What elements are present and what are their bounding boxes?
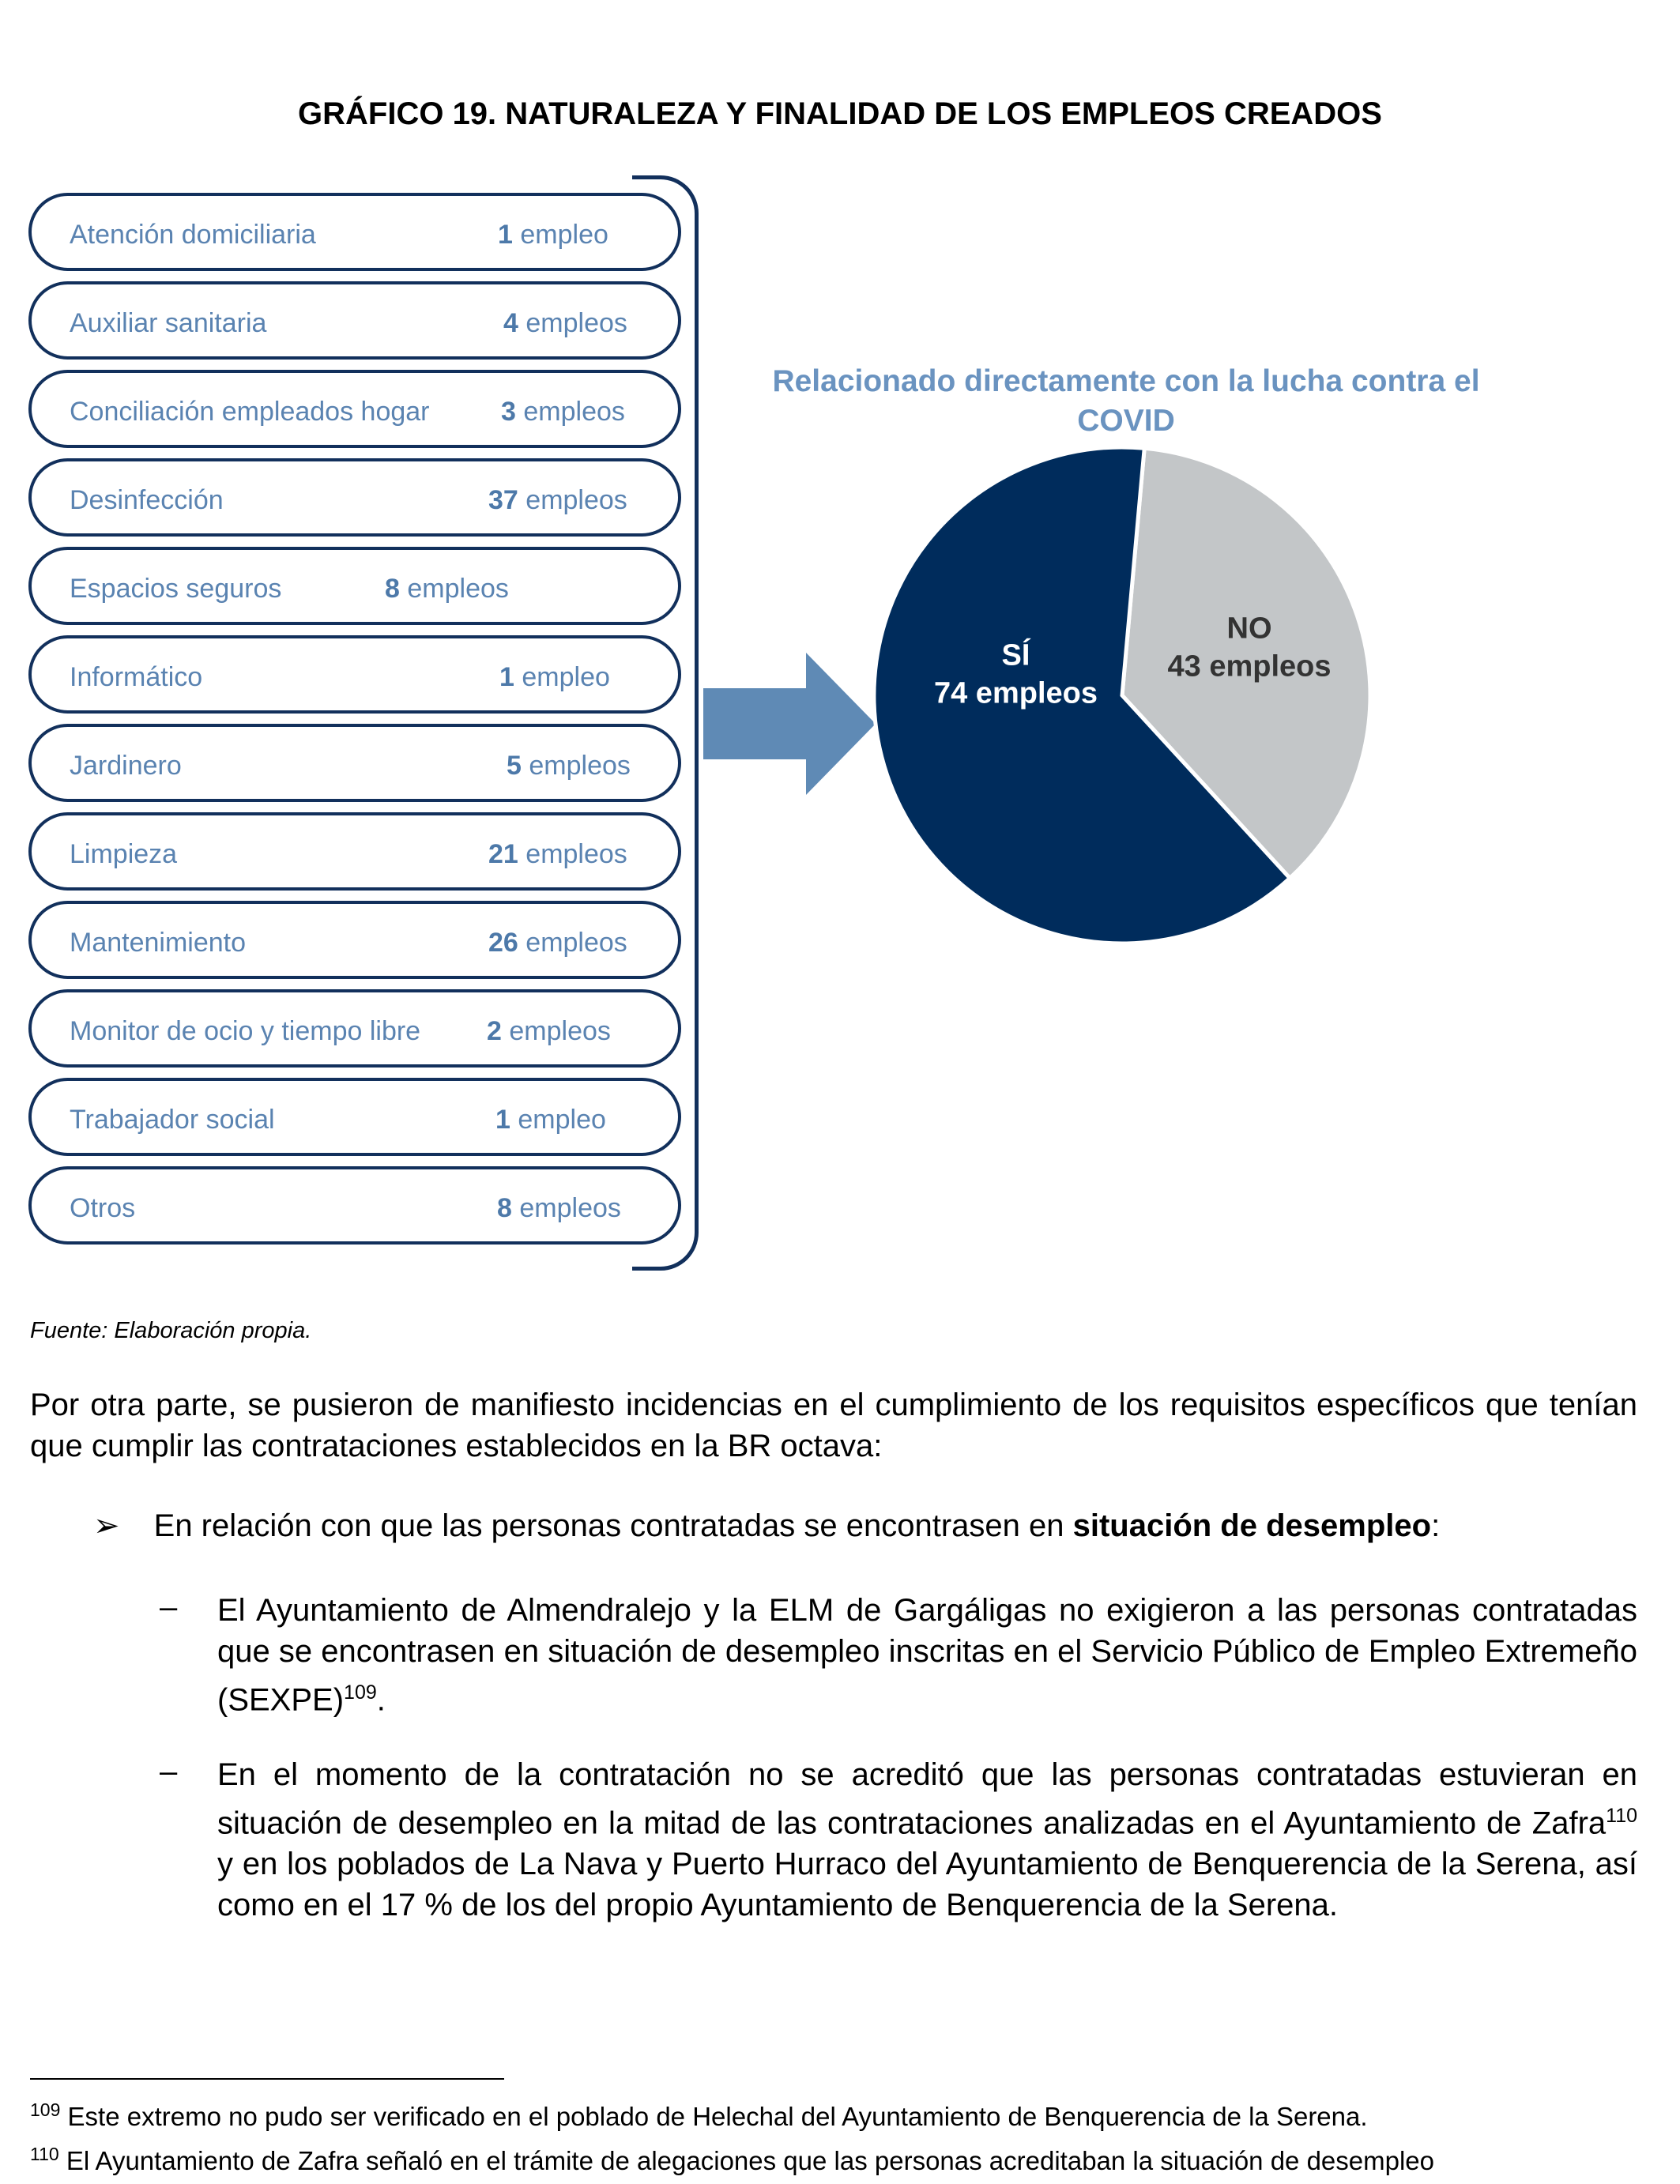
footnote: $^{110}$ El Ayuntamiento de Zafra señaló en el trámite de alegaciones que las personas acreditaban la situación de desempleo xyxy=(30,2144,1435,2175)
job-count: 1 empleo xyxy=(495,1105,606,1135)
job-count: 26 empleos xyxy=(488,928,627,958)
job-count: 8 empleos xyxy=(497,1193,621,1223)
bullet-text: En relación con que las personas contratadas se encontrasen en situación de desempleo: xyxy=(153,1508,1441,1543)
dash-marker: – xyxy=(160,1754,178,1789)
job-count: 37 empleos xyxy=(488,485,627,515)
job-label: Monitor de ocio y tiempo libre xyxy=(70,1016,421,1046)
dash-marker: – xyxy=(160,1590,178,1625)
job-label: Mantenimiento xyxy=(70,928,247,958)
slice-value-label: 43 empleos xyxy=(1167,650,1332,683)
job-count: 2 empleos xyxy=(487,1016,611,1046)
job-label: Atención domiciliaria xyxy=(70,220,316,250)
job-count: 21 empleos xyxy=(488,839,627,869)
slice-label: NO xyxy=(1226,612,1272,646)
job-label: Espacios seguros xyxy=(70,574,282,604)
source-note: Fuente: Elaboración propia. xyxy=(30,1318,312,1343)
slice-label: SÍ xyxy=(1001,638,1030,672)
job-list xyxy=(28,193,681,1255)
job-count: 3 empleos xyxy=(501,397,625,427)
footnote: $^{109}$ Este extremo no pudo ser verificado en el poblado de Helechal del Ayuntamiento de Benquerencia de la Serena. xyxy=(30,2099,1368,2131)
job-label: Desinfección xyxy=(70,485,224,515)
list-item xyxy=(28,901,681,979)
list-item xyxy=(28,812,681,891)
list-item xyxy=(28,281,681,360)
job-count: 4 empleos xyxy=(503,308,627,338)
list-item xyxy=(28,1166,681,1245)
list-item xyxy=(28,989,681,1068)
job-label: Limpieza xyxy=(70,839,178,869)
job-label: Auxiliar sanitaria xyxy=(70,308,267,338)
job-label: Trabajador social xyxy=(70,1105,275,1135)
job-label: Informático xyxy=(70,662,203,692)
right-arrow-icon xyxy=(703,653,877,795)
pie-title: Relacionado directamente con la lucha contra el COVID xyxy=(772,364,1480,438)
footnote-separator xyxy=(30,2078,504,2080)
list-item xyxy=(28,458,681,537)
footnote-ref[interactable]: 109 xyxy=(344,1681,377,1704)
slice-value-label: 74 empleos xyxy=(933,676,1098,710)
bullet-item xyxy=(93,1508,1440,1544)
subitem-text: El Ayuntamiento de Almendralejo y la ELM de Gargáligas no exigieron a las personas contratadas que se encontrasen en situación de desempleo inscritas en el Servicio Público de Empleo Extremeño (SEXPE)$^{109}$. xyxy=(217,1593,1637,1718)
list-item xyxy=(28,193,681,271)
list-item xyxy=(28,635,681,714)
list-item xyxy=(28,724,681,802)
job-count: 5 empleos xyxy=(507,751,631,781)
list-item xyxy=(28,547,681,625)
job-count: 1 empleo xyxy=(498,220,608,250)
list-item xyxy=(28,1078,681,1156)
job-count: 1 empleo xyxy=(499,662,610,692)
figure-title: GRÁFICO 19. NATURALEZA Y FINALIDAD DE LOS EMPLEOS CREADOS xyxy=(298,96,1382,131)
pie-chart xyxy=(869,442,1375,948)
list-item xyxy=(28,370,681,448)
job-label: Conciliación empleados hogar xyxy=(70,397,430,427)
job-label: Jardinero xyxy=(70,751,182,781)
job-count: 8 empleos xyxy=(385,574,509,604)
bullet-arrow-icon: ➢ xyxy=(93,1508,120,1543)
footnote-ref[interactable]: 110 xyxy=(1606,1805,1637,1827)
body-paragraph: Por otra parte, se pusieron de manifiesto incidencias en el cumplimiento de los requisitos específicos que tenían que cumplir las contrataciones establecidos en la BR octava: xyxy=(30,1388,1637,1463)
job-label: Otros xyxy=(70,1193,136,1223)
subitem-text: En el momento de la contratación no se acreditó que las personas contratadas estuvieran en situación de desempleo en la mitad de las contrataciones analizadas en el Ayuntamiento de Zafra$^{110}$ y en los poblados de La Nava y Puerto Hurraco del Ayuntamiento de Benquerencia de la Serena, así como en el 17 % de los del propio Ayuntamiento de Benquerencia de la Serena. xyxy=(217,1757,1637,1923)
